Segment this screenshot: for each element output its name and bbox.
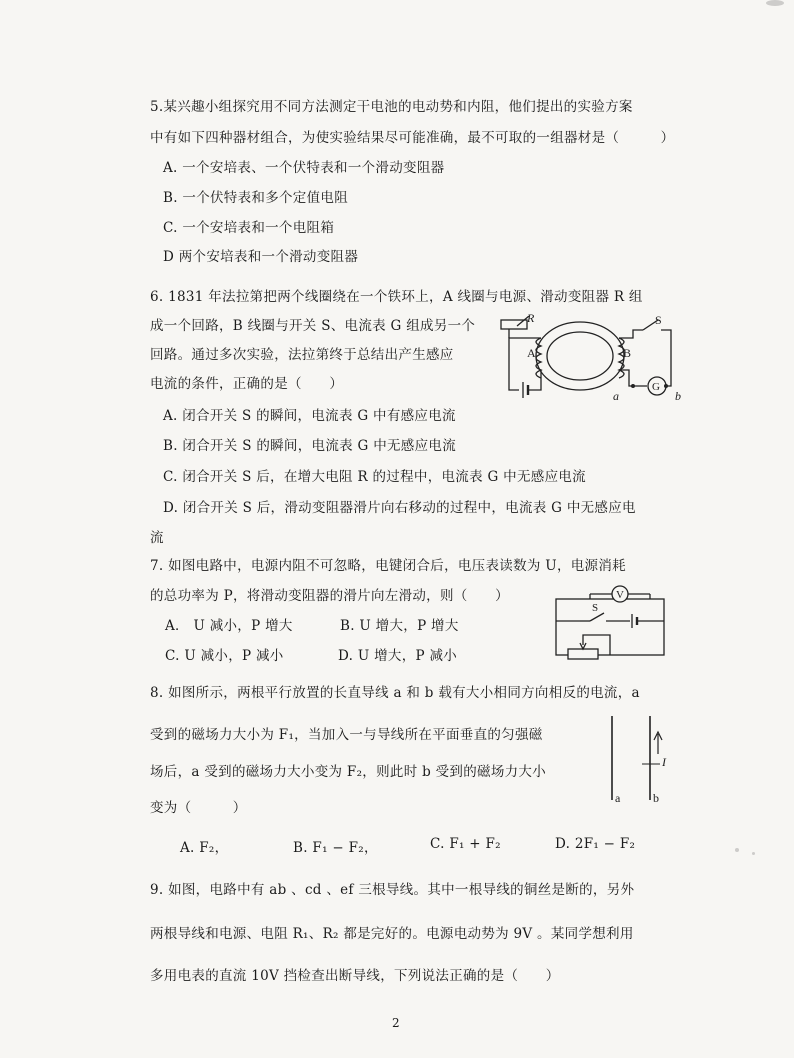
scan-mark [735,848,739,852]
q7-circuit-diagram [550,583,672,663]
q6-option-b: B. 闭合开关 S 的瞬间，电流表 G 中无感应电流 [163,438,456,454]
page-number: 2 [392,1016,400,1030]
q5-line-1: 5.某兴趣小组探究用不同方法测定干电池的电动势和内阻，他们提出的实验方案 [150,99,633,115]
q5-option-c: C. 一个安培表和一个电阻箱 [163,220,335,236]
q7-option-c: C. U 减小，P 减小 [165,648,284,664]
q6-line-3: 回路。通过多次实验，法拉第终于总结出产生感应 [150,347,454,363]
q6-option-a: A. 闭合开关 S 的瞬间，电流表 G 中有感应电流 [163,408,456,424]
scan-mark [766,0,784,6]
q7-option-d: D. U 增大，P 减小 [338,648,458,664]
q8-option-d: D. 2F₁ − F₂ [555,836,636,852]
label-wire-b: b [653,791,659,805]
q8-line-1: 8. 如图所示，两根平行放置的长直导线 a 和 b 载有大小相同方向相反的电流，a [150,685,640,701]
q8-line-2: 受到的磁场力大小为 F₁，当加入一与导线所在平面垂直的匀强磁 [150,727,543,743]
q9-line-2: 两根导线和电源、电阻 R₁、R₂ 都是完好的。电源电动势为 9V 。某同学想利用 [150,926,634,942]
q7-line-2: 的总功率为 P，将滑动变阻器的滑片向左滑动，则（ ） [150,588,509,604]
q9-line-3: 多用电表的直流 10V 挡检查出断导线，下列说法正确的是（ ） [150,968,560,984]
q6-line-2: 成一个回路，B 线圈与开关 S、电流表 G 组成另一个 [150,318,476,334]
label-a-coil: A [527,346,536,360]
q6-line-1: 6. 1831 年法拉第把两个线圈绕在一个铁环上，A 线圈与电源、滑动变阻器 R 组 [150,289,643,305]
q5-option-b: B. 一个伏特表和多个定值电阻 [163,190,349,206]
q8-line-4: 变为（ ） [150,800,247,816]
label-g: G [652,381,660,393]
q5-option-d: D 两个安培表和一个滑动变阻器 [163,249,359,265]
label-a-terminal: a [613,389,619,403]
switch-s-7 [590,613,604,621]
q6-option-c: C. 闭合开关 S 后，在增大电阻 R 的过程中，电流表 G 中无感应电流 [163,469,586,485]
label-b-terminal: b [675,389,681,403]
q6-option-d-continued: 流 [150,530,164,546]
q5-line-2: 中有如下四种器材组合，为使实验结果尽可能准确，最不可取的一组器材是（ ） [150,130,675,146]
q6-option-d: D. 闭合开关 S 后，滑动变阻器滑片向右移动的过程中，电流表 G 中无感应电 [163,500,636,516]
q8-option-c: C. F₁ + F₂ [430,836,501,852]
label-s: S [655,313,662,327]
scan-mark [752,852,755,855]
q8-option-a: A. F₂， [180,840,229,856]
q9-line-1: 9. 如图，电路中有 ab 、cd 、ef 三根导线。其中一根导线的铜丝是断的，另外 [150,882,635,898]
q8-option-b: B. F₁ − F₂， [293,840,378,856]
label-s-7: S [592,602,599,614]
label-b-coil: B [623,346,632,360]
q6-circuit-diagram [495,312,685,404]
label-current-i: I [662,755,666,769]
label-wire-a: a [615,791,621,805]
q8-wires-diagram [598,712,678,807]
q7-option-a: A． U 减小，P 增大 [165,618,293,634]
q7-option-b: B. U 增大，P 增大 [340,618,459,634]
label-r: R [527,312,535,325]
q6-line-4: 电流的条件，正确的是（ ） [150,376,344,392]
rheostat [568,649,598,659]
q5-option-a: A. 一个安培表、一个伏特表和一个滑动变阻器 [163,160,445,176]
q8-line-3: 场后，a 受到的磁场力大小变为 F₂，则此时 b 受到的磁场力大小 [150,764,547,780]
q7-line-1: 7. 如图电路中，电源内阻不可忽略，电键闭合后，电压表读数为 U，电源消耗 [150,558,626,574]
label-v: V [616,589,624,601]
